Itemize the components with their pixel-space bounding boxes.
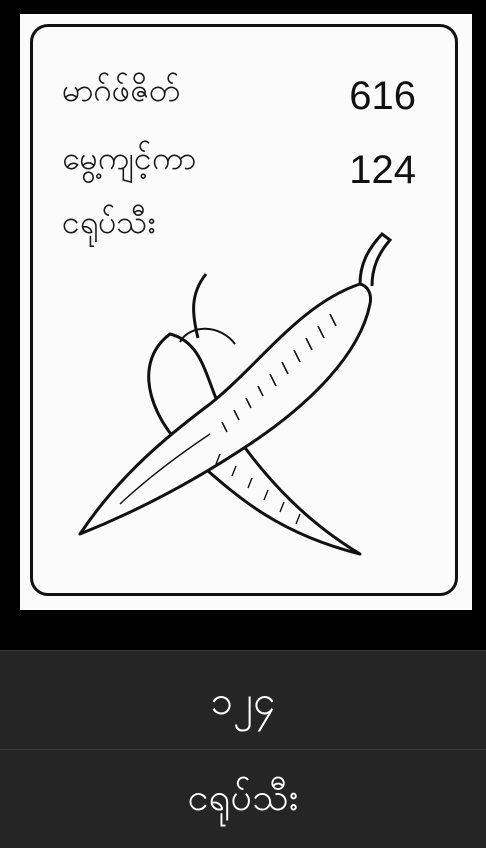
card-value-1: 616 (349, 74, 416, 118)
number-panel (0, 650, 486, 749)
chili-peppers-icon (60, 214, 440, 574)
card-label-1: မာဂ်ဖ်ဇိတ် (62, 71, 181, 109)
card-number: ၁၂၄ (210, 678, 276, 724)
card-name: ငရုပ်သီး (187, 775, 299, 819)
front-pepper-stem (360, 234, 390, 286)
front-pepper (80, 284, 371, 534)
card-label-2: မွေ့ကျင့်ကာ (62, 139, 197, 177)
name-panel (0, 749, 486, 848)
illustrated-card[interactable] (20, 14, 472, 610)
card-label-3: ငရုပ်သီး (62, 203, 156, 241)
card-value-2: 124 (349, 148, 416, 192)
